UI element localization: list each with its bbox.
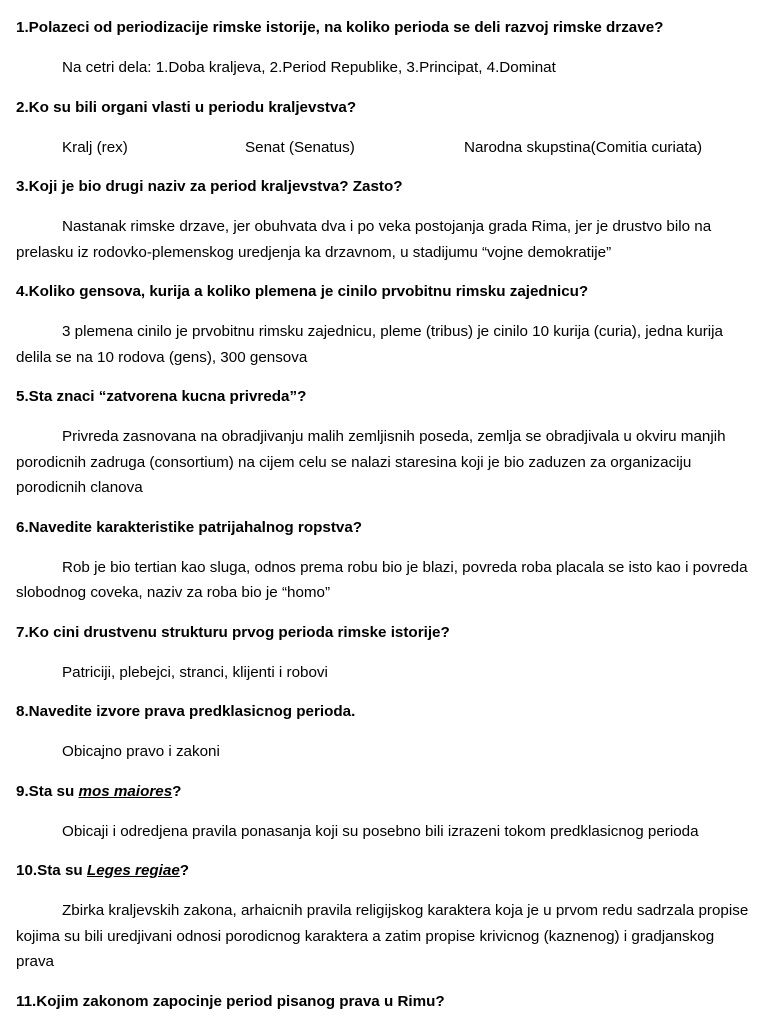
term-mos-maiores: mos maiores <box>78 782 173 800</box>
question-9-suffix: ? <box>172 782 182 800</box>
question-10 <box>16 860 752 882</box>
answer-10: Zbirka kraljevskih zakona, arhaicnih pravila religijskog karaktera koja je u prvom redu sadrzala propise kojima su bili uredjivani odnosi porodicnog karaktera a zatim propise krivicnog (kaznenog) i gradjanskog prava <box>16 902 749 970</box>
question-4: 4.Koliko gensova, kurija a koliko plemena je cinilo prvobitnu rimsku zajednicu? <box>16 283 589 300</box>
answer-2-col-3: Narodna skupstina(Comitia curiata) <box>464 138 703 156</box>
answer-2-col-1: Kralj (rex) <box>62 138 128 156</box>
answer-4: 3 plemena cinilo je prvobitnu rimsku zajednicu, pleme (tribus) je cinilo 10 kurija (curia), jedna kurija delila se na 10 rodova (gens), 300 gensova <box>16 323 723 366</box>
answer-2 <box>62 135 752 161</box>
question-1: 1.Polazeci od periodizacije rimske istorije, na koliko perioda se deli razvoj rimske drzave? <box>16 19 664 36</box>
question-9-prefix: 9.Sta su <box>16 782 79 800</box>
answer-3: Nastanak rimske drzave, jer obuhvata dva i po veka postojanja grada Rima, jer je drustvo bilo na prelasku iz rodovko-plemenskog uredjenja ka drzavnom, u stadijumu “vojne demokratije” <box>16 218 712 261</box>
answer-9: Obicaji i odredjena pravila ponasanja koji su posebno bili izrazeni tokom predklasicnog perioda <box>62 822 699 840</box>
question-7: 7.Ko cini drustvenu strukturu prvog perioda rimske istorije? <box>16 623 450 641</box>
answer-5: Privreda zasnovana na obradjivanju malih zemljisnih poseda, zemlja se obradjivala u okviru manjih porodicnih zadruga (consortium) na cijem celu se nalazi staresina koji je bio zaduzen za organizaciju porodicnih clanova <box>16 428 726 496</box>
question-5: 5.Sta znaci “zatvorena kucna privreda”? <box>16 388 307 405</box>
answer-8: Obicajno pravo i zakoni <box>62 743 220 760</box>
term-leges-regiae: Leges regiae <box>86 862 180 879</box>
answer-7: Patriciji, plebejci, stranci, klijenti i robovi <box>62 663 328 681</box>
question-6: 6.Navedite karakteristike patrijahalnog ropstva? <box>16 518 363 536</box>
question-10-prefix: 10.Sta su <box>16 862 87 879</box>
question-9 <box>16 781 752 803</box>
answer-2-col-2: Senat (Senatus) <box>245 138 355 156</box>
question-3: 3.Koji je bio drugi naziv za period kraljevstva? Zasto? <box>16 178 403 195</box>
answer-1: Na cetri dela: 1.Doba kraljeva, 2.Period Republike, 3.Principat, 4.Dominat <box>62 59 556 76</box>
answer-6: Rob je bio tertian kao sluga, odnos prema robu bio je blazi, povreda roba placala se isto kao i povreda slobodnog coveka, naziv za roba bio je “homo” <box>16 558 748 601</box>
question-11: 11.Kojim zakonom zapocinje period pisanog prava u Rimu? <box>16 992 445 1010</box>
question-8: 8.Navedite izvore prava predklasicnog perioda. <box>16 703 356 720</box>
question-10-suffix: ? <box>179 862 190 879</box>
question-2: 2.Ko su bili organi vlasti u periodu kraljevstva? <box>16 98 357 116</box>
